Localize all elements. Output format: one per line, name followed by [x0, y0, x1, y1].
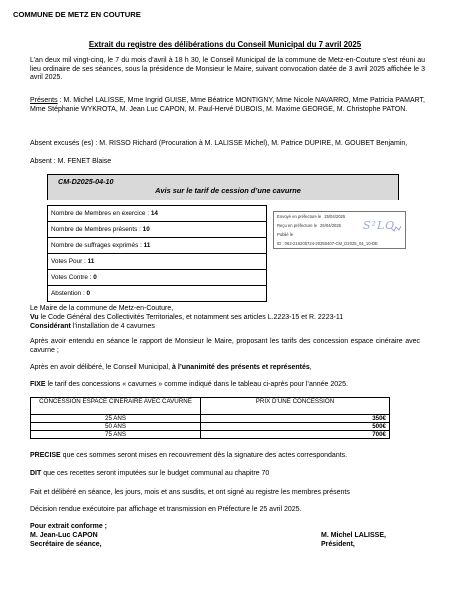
- slo-swoosh-icon: [391, 226, 401, 232]
- count-label: Nombre de Membres présents :: [51, 226, 143, 233]
- fixe-line: [30, 381, 420, 390]
- vu-text: le Code Général des Collectivités Territoriales, et notamment ses articles L.2223-15 et R. 2223-11: [38, 314, 344, 321]
- commune-header: COMMUNE DE METZ EN COUTURE: [13, 10, 141, 19]
- vote-counts-table: [47, 205, 267, 302]
- stamp-received-date: 25/04/2025: [320, 223, 342, 228]
- decision-line: Décision rendue exécutoire par affichage et transmission en Préfecture le 25 avril 2025.: [30, 506, 302, 513]
- extract-title: Extrait du registre des délibérations du Conseil Municipal du 7 avril 2025: [88, 40, 362, 49]
- dit-text: que ces recettes seront imputées sur le budget communal au chapitre 70: [41, 470, 270, 477]
- price-row: [31, 423, 390, 431]
- dit-label: DIT: [30, 470, 42, 477]
- count-row: [48, 270, 267, 286]
- prefecture-stamp: [273, 211, 406, 249]
- stamp-sent-date: 25/04/2025: [324, 214, 346, 219]
- considerant-label: Considérant: [30, 323, 71, 330]
- pour-extrait-line: Pour extrait conforme ;: [30, 523, 108, 530]
- apres2-post: ,: [309, 364, 312, 371]
- vu-label: Vu: [30, 314, 39, 321]
- price-header-row: [31, 398, 390, 415]
- stamp-published-label: Publié le: [277, 232, 294, 237]
- president-role: Président,: [321, 541, 355, 548]
- president-name: M. Michel LALISSE,: [321, 532, 386, 539]
- stamp-id: ID : 062-216205724-20250407-CM_D2025_04_10-DE: [277, 241, 378, 246]
- fait-line: Fait et délibéré en séance, les jours, mois et ans susdits, et ont signé au registre les membres présents: [30, 489, 350, 496]
- vu-line: [30, 314, 343, 323]
- count-value: 0: [86, 290, 91, 297]
- precise-label: PRECISE: [30, 452, 61, 459]
- dit-line: [30, 470, 425, 479]
- fixe-text: le tarif des concessions « cavurnes » comme indiqué dans le tableau ci-après pour l’année 2025.: [45, 381, 348, 388]
- secretary-role: Secrétaire de séance,: [30, 541, 102, 548]
- fixe-label: FIXE: [30, 381, 46, 388]
- count-value: 10: [142, 226, 150, 233]
- precise-text: que ces sommes seront mises en recouvrement dès la signature des actes correspondants.: [60, 452, 348, 459]
- slo-logo: S²LO: [363, 219, 396, 232]
- count-row: [48, 222, 267, 238]
- count-label: Abstention :: [51, 290, 87, 297]
- count-row: [48, 238, 267, 254]
- price-header-right: PRIX D’UNE CONCESSION: [201, 398, 390, 415]
- absent-line: Absent : M. FENET Blaise: [30, 158, 112, 165]
- apres2-bold: à l’unanimité des présents et représentés: [172, 364, 310, 371]
- stamp-sent-label: Envoyé en préfecture le: [277, 214, 322, 219]
- secretary-name: M. Jean-Luc CAPON: [30, 532, 98, 539]
- maire-line: Le Maire de la commune de Metz-en-Couture,: [30, 305, 174, 312]
- presents-label: Présents: [30, 97, 58, 104]
- deliberation-code: CM-D2025-04-10: [58, 177, 114, 186]
- count-value: 11: [143, 242, 151, 249]
- considerant-text: l’installation de 4 cavurnes: [70, 323, 155, 330]
- deliberation-title: Avis sur le tarif de cession d’une cavurne: [155, 186, 301, 195]
- price-header-left: CONCESSION ESPACE CINERAIRE AVEC CAVURNE: [31, 398, 201, 415]
- apres-rapport-paragraph: Après avoir entendu en séance le rapport de Monsieur le Maire, proposant les tarifs des concession espace cinéraire avec cavurne ;: [30, 338, 420, 354]
- intro-paragraph: L’an deux mil vingt-cinq, le 7 du mois d’avril à 18 h 30, le Conseil Municipal de la commune de Metz-en-Couture s’est réuni au lieu ordinaire de ses séances, sous la présidence de Monsieur le Maire, suivant convocation datée de 3 avril 2025 affichée le 3 avril 2025.: [30, 57, 425, 82]
- count-value: 14: [150, 210, 158, 217]
- presents-paragraph: [30, 97, 425, 114]
- count-row: [48, 286, 267, 302]
- apres2-pre: Après en avoir délibéré, le Conseil Municipal,: [30, 364, 173, 371]
- price-duration: 25 ANS: [31, 415, 201, 423]
- stamp-received-label: Reçu en préfecture le: [277, 223, 318, 228]
- price-table: [30, 397, 390, 439]
- price-value: 350€: [201, 415, 390, 423]
- count-value: 0: [93, 274, 97, 281]
- price-row: [31, 431, 390, 439]
- count-label: Votes Pour :: [51, 258, 88, 265]
- price-value: 700€: [201, 431, 390, 439]
- count-label: Votes Contre :: [51, 274, 94, 281]
- precise-line: [30, 452, 425, 461]
- excused-paragraph: Absent excusés (es) : M. RISSO Richard (Procuration à M. LALISSE Michel), M. Patrice DUPIRE, M. GOUBET Benjamin,: [30, 140, 408, 147]
- count-row: [48, 206, 267, 222]
- apres-deliberation-paragraph: [30, 364, 420, 373]
- price-value: 500€: [201, 423, 390, 431]
- count-label: Nombre de Membres en exercice :: [51, 210, 151, 217]
- deliberation-band: [47, 174, 399, 200]
- count-row: [48, 254, 267, 270]
- price-duration: 75 ANS: [31, 431, 201, 439]
- presents-list: : M. Michel LALISSE, Mme Ingrid GUISE, Mme Béatrice MONTIGNY, Mme Nicole NAVARRO, Mme Patricia PAMART, Mme Stéphanie WYKROTA, M. Jean Luc CAPON, M. Paul-Hervé DUBOIS, M. Maxime GEORGE, M. Christophe PATON.: [30, 97, 425, 113]
- price-duration: 50 ANS: [31, 423, 201, 431]
- considerant-line: [30, 323, 155, 332]
- price-row: [31, 415, 390, 423]
- count-label: Nombre de suffrages exprimés :: [51, 242, 144, 249]
- count-value: 11: [87, 258, 95, 265]
